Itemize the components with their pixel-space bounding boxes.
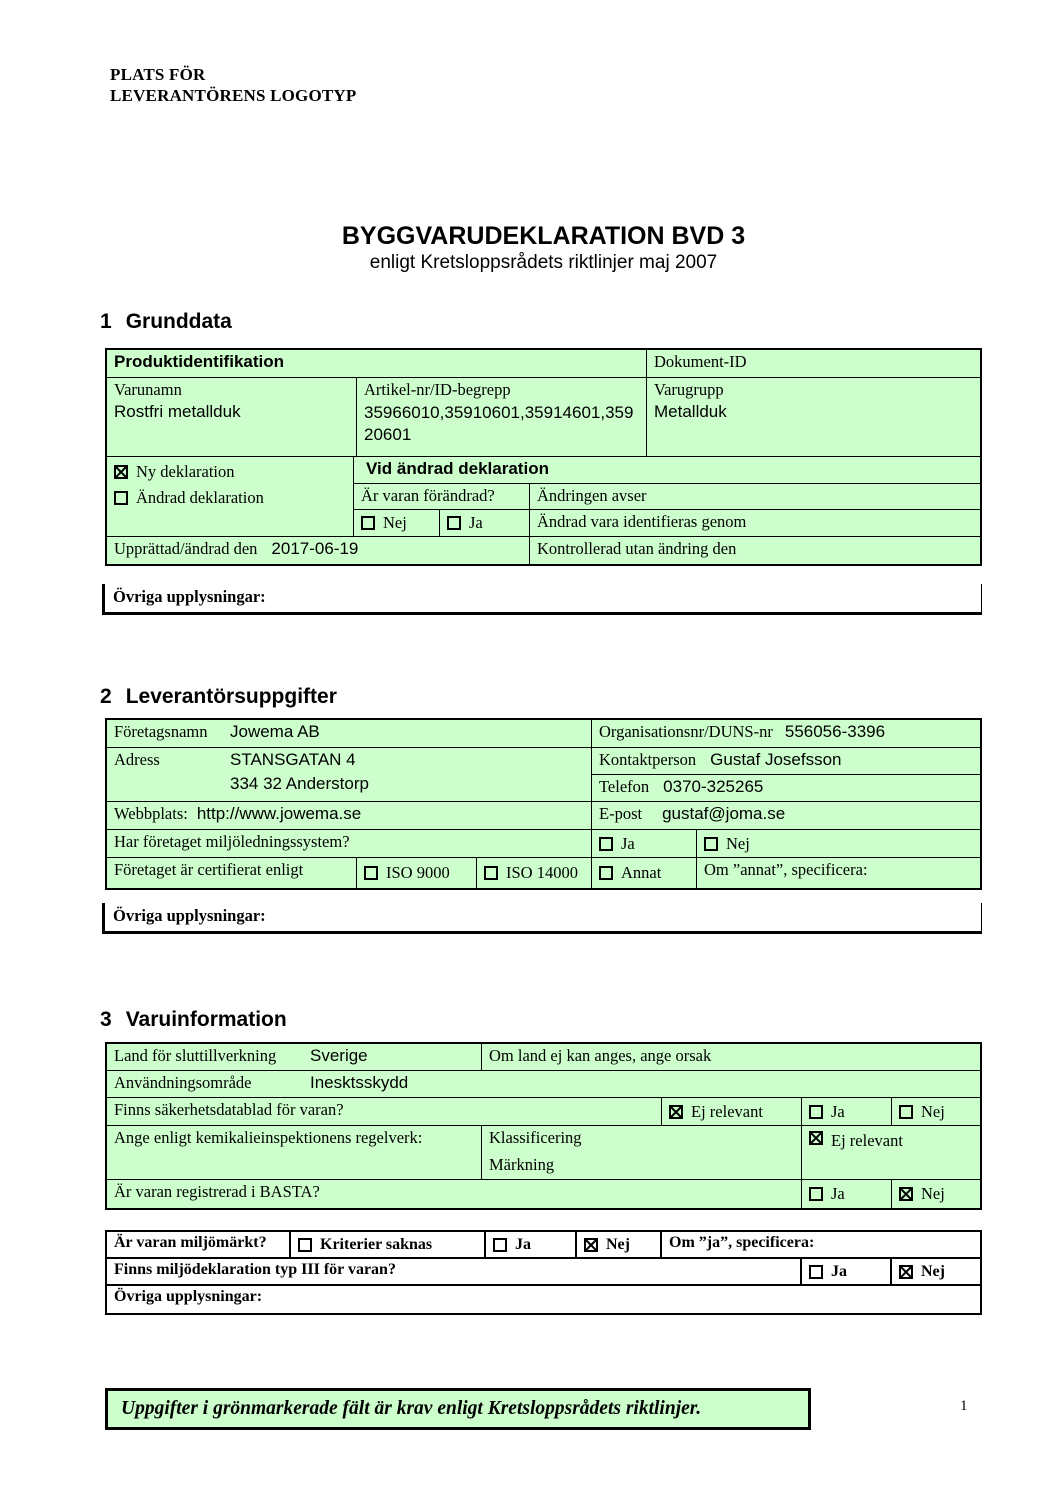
table-row — [107, 457, 980, 537]
om-annat-label: Om ”annat”, specificera: — [704, 860, 868, 879]
miljoledning-ja-checkbox[interactable] — [599, 837, 613, 851]
ny-deklaration-checkbox[interactable] — [114, 465, 128, 479]
grunddata-table — [105, 348, 982, 566]
table-row — [107, 1180, 980, 1208]
iso9000-checkbox[interactable] — [364, 866, 378, 880]
typ3-nej-checkbox[interactable] — [899, 1265, 913, 1279]
om-land-cell — [482, 1044, 980, 1070]
table-row — [354, 510, 980, 536]
vid-andrad-heading: Vid ändrad deklaration — [366, 459, 549, 478]
miljobox-ovriga-label: Övriga upplysningar: — [114, 1288, 263, 1305]
table-row — [107, 748, 980, 802]
kemikalie-label: Ange enligt kemikalieinspektionens regelverk: — [114, 1128, 423, 1147]
sdb-nej-label: Nej — [921, 1101, 945, 1121]
organisationsnr-label: Organisationsnr/DUNS-nr — [599, 722, 773, 741]
miljoledning-nej-label: Nej — [726, 833, 750, 853]
sdb-ej-relevant-checkbox[interactable] — [669, 1105, 683, 1119]
section1-heading — [100, 310, 232, 334]
annat-label: Annat — [621, 863, 662, 882]
kriterier-saknas-checkbox[interactable] — [298, 1238, 312, 1252]
sakerhetsdatablad-question-cell — [107, 1098, 662, 1125]
basta-nej-option[interactable] — [892, 1180, 980, 1208]
om-ja-label: Om ”ja”, specificera: — [669, 1234, 815, 1251]
kontrollerad-cell — [530, 537, 980, 564]
foretagsnamn-label: Företagsnamn — [114, 722, 208, 741]
miljomarkt-ja-option[interactable] — [486, 1232, 577, 1257]
kemi-ej-relevant-checkbox[interactable] — [809, 1131, 823, 1145]
table-row — [107, 1286, 980, 1313]
klassificering-label: Klassificering — [489, 1128, 582, 1147]
iso9000-label: ISO 9000 — [386, 863, 450, 882]
ny-deklaration-label: Ny deklaration — [136, 462, 235, 481]
kriterier-saknas-option[interactable] — [291, 1232, 486, 1257]
table-row — [107, 1098, 980, 1126]
miljomarkt-nej-label: Nej — [606, 1235, 630, 1253]
artikelnr-cell — [357, 378, 647, 456]
section3-number: 3 — [100, 1008, 112, 1031]
basta-nej-checkbox[interactable] — [899, 1187, 913, 1201]
om-land-label: Om land ej kan anges, ange orsak — [489, 1046, 712, 1065]
sdb-ej-relevant-option[interactable] — [662, 1098, 802, 1125]
footer-note-box — [105, 1388, 811, 1430]
kemi-ej-relevant-label: Ej relevant — [831, 1131, 903, 1150]
table-row — [107, 1044, 980, 1071]
organisationsnr-cell — [592, 720, 980, 747]
om-annat-cell — [697, 858, 980, 888]
section2-title: Leverantörsuppgifter — [125, 685, 337, 708]
typ3-ja-label: Ja — [831, 1262, 847, 1280]
section2-ovriga-label: Övriga upplysningar: — [113, 906, 266, 925]
miljobox-ovriga-cell — [107, 1286, 980, 1313]
epost-cell — [592, 802, 980, 829]
document-subtitle: enligt Kretsloppsrådets riktlinjer maj 2007 — [369, 252, 718, 273]
klassificering-markning-cell — [482, 1126, 802, 1179]
section3-heading — [100, 1008, 287, 1032]
kontrollerad-label: Kontrollerad utan ändring den — [537, 539, 737, 558]
forandrad-nej-checkbox[interactable] — [361, 516, 375, 530]
miljomarkt-ja-label: Ja — [515, 1235, 531, 1253]
page-number: 1 — [960, 1398, 968, 1414]
section1-ovriga-box — [102, 584, 982, 615]
section2-ovriga-box — [102, 903, 982, 934]
miljomarkt-question-cell — [107, 1232, 291, 1257]
varunamn-cell — [107, 378, 357, 456]
varunamn-label: Varunamn — [114, 380, 182, 399]
varuinformation-table — [105, 1042, 982, 1210]
organisationsnr-value: 556056-3396 — [784, 722, 886, 741]
document-title-block — [105, 222, 982, 275]
typ3-nej-label: Nej — [921, 1262, 945, 1280]
upprattad-label: Upprättad/ändrad den — [114, 539, 258, 558]
basta-nej-label: Nej — [921, 1184, 945, 1203]
iso14000-option[interactable] — [477, 858, 592, 888]
land-value: Sverige — [310, 1046, 368, 1065]
sdb-nej-checkbox[interactable] — [899, 1105, 913, 1119]
miljoledning-nej-option[interactable] — [697, 830, 980, 857]
certifierat-label-cell — [107, 858, 357, 888]
andrad-vara-genom-cell — [530, 510, 980, 536]
sdb-ej-relevant-label: Ej relevant — [691, 1101, 763, 1121]
telefon-cell — [592, 775, 980, 801]
kemikalie-label-cell — [107, 1126, 482, 1179]
section1-title: Grunddata — [125, 310, 232, 333]
sdb-ja-checkbox[interactable] — [809, 1105, 823, 1119]
ar-varan-forandrad-label: Är varan förändrad? — [361, 486, 495, 505]
upprattad-value: 2017-06-19 — [271, 539, 359, 558]
deklaration-type-cell — [107, 457, 354, 536]
section1-number: 1 — [100, 310, 112, 333]
foretagsnamn-value: Jowema AB — [230, 722, 320, 741]
miljomarkt-nej-option[interactable] — [577, 1232, 662, 1257]
kemi-ej-relevant-option[interactable] — [802, 1126, 980, 1179]
logo-placeholder-line1: PLATS FÖR — [110, 65, 206, 84]
basta-ja-label: Ja — [831, 1184, 845, 1203]
typ3-question: Finns miljödeklaration typ III för varan? — [114, 1261, 396, 1278]
miljoledning-ja-option[interactable] — [592, 830, 697, 857]
annat-checkbox[interactable] — [599, 866, 613, 880]
miljomarkning-table — [105, 1230, 982, 1315]
forandrad-ja-option[interactable] — [440, 510, 530, 536]
table-row — [107, 802, 980, 830]
epost-value: gustaf@joma.se — [662, 804, 786, 823]
table-row — [107, 1259, 980, 1286]
anvandningsomrade-value: Inesktsskydd — [310, 1073, 409, 1092]
dokument-id-label: Dokument-ID — [654, 352, 747, 371]
om-ja-cell — [662, 1232, 980, 1257]
kontaktperson-value: Gustaf Josefsson — [710, 750, 842, 769]
iso9000-option[interactable] — [357, 858, 477, 888]
table-row — [107, 1126, 980, 1180]
table-row — [107, 858, 980, 888]
forandrad-nej-option[interactable] — [354, 510, 440, 536]
ar-varan-forandrad-cell — [354, 484, 530, 509]
typ3-ja-checkbox[interactable] — [809, 1265, 823, 1279]
anvandningsomrade-cell — [107, 1071, 980, 1097]
basta-question: Är varan registrerad i BASTA? — [114, 1182, 320, 1201]
miljomarkt-nej-checkbox[interactable] — [584, 1238, 598, 1252]
forandrad-ja-checkbox[interactable] — [447, 516, 461, 530]
section2-heading — [100, 685, 337, 709]
miljoledning-question: Har företaget miljöledningssystem? — [114, 832, 350, 851]
kontaktperson-cell — [592, 748, 980, 775]
table-row — [354, 484, 980, 510]
land-cell — [107, 1044, 482, 1070]
document-title: BYGGVARUDEKLARATION BVD 3 — [341, 222, 746, 250]
varugrupp-label: Varugrupp — [654, 380, 724, 399]
upprattad-cell — [107, 537, 530, 564]
basta-ja-checkbox[interactable] — [809, 1187, 823, 1201]
andrad-deklaration-label: Ändrad deklaration — [136, 488, 264, 507]
iso14000-checkbox[interactable] — [484, 866, 498, 880]
foretagsnamn-cell — [107, 720, 592, 747]
land-label: Land för sluttillverkning — [114, 1046, 277, 1065]
epost-label: E-post — [599, 804, 643, 823]
anvandningsomrade-label: Användningsområde — [114, 1073, 252, 1092]
telefon-label: Telefon — [599, 777, 650, 796]
ny-deklaration-option[interactable] — [114, 462, 346, 482]
table-row — [107, 1232, 980, 1259]
telefon-value: 0370-325265 — [663, 777, 764, 796]
andrad-vara-genom-label: Ändrad vara identifieras genom — [537, 512, 747, 531]
footer-note-text: Uppgifter i grönmarkerade fält är krav enligt Kretsloppsrådets riktlinjer. — [121, 1398, 702, 1419]
sakerhetsdatablad-question: Finns säkerhetsdatablad för varan? — [114, 1100, 344, 1119]
vid-andrad-group — [354, 457, 980, 536]
section1-ovriga-label: Övriga upplysningar: — [113, 587, 266, 606]
webbplats-cell — [107, 802, 592, 829]
andrad-deklaration-option[interactable] — [114, 488, 346, 508]
sdb-nej-option[interactable] — [892, 1098, 980, 1125]
certifierat-label: Företaget är certifierat enligt — [114, 860, 304, 879]
miljoledning-ja-label: Ja — [621, 833, 635, 853]
basta-question-cell — [107, 1180, 802, 1208]
sdb-ja-label: Ja — [831, 1101, 845, 1121]
kriterier-saknas-label: Kriterier saknas — [320, 1235, 433, 1253]
miljomarkt-ja-checkbox[interactable] — [493, 1238, 507, 1252]
forandrad-nej-label: Nej — [383, 513, 407, 532]
webbplats-label: Webbplats: — [114, 804, 188, 823]
markning-label: Märkning — [489, 1155, 555, 1174]
logo-placeholder — [110, 64, 357, 106]
miljoledning-nej-checkbox[interactable] — [704, 837, 718, 851]
forandrad-ja-label: Ja — [469, 513, 483, 532]
miljoledning-question-cell — [107, 830, 592, 857]
sdb-ja-option[interactable] — [802, 1098, 892, 1125]
table-row — [107, 378, 980, 457]
leverantorsuppgifter-table — [105, 718, 982, 890]
adress-label: Adress — [114, 750, 160, 769]
table-row — [107, 1071, 980, 1098]
iso14000-label: ISO 14000 — [506, 863, 578, 882]
basta-ja-option[interactable] — [802, 1180, 892, 1208]
table-row — [107, 537, 980, 564]
andringen-avser-cell — [530, 484, 980, 509]
adress-value-line2: 334 32 Anderstorp — [230, 774, 369, 793]
andringen-avser-label: Ändringen avser — [537, 486, 647, 505]
varugrupp-cell — [647, 378, 980, 456]
produktidentifikation-label: Produktidentifikation — [114, 352, 284, 371]
vid-andrad-heading-cell — [354, 457, 980, 484]
artikelnr-value: 35966010,35910601,35914601,35920601 — [364, 403, 634, 444]
typ3-ja-option[interactable] — [802, 1259, 892, 1284]
section2-number: 2 — [100, 685, 112, 708]
section3-title: Varuinformation — [125, 1008, 287, 1031]
miljomarkt-question: Är varan miljömärkt? — [114, 1234, 267, 1251]
table-row — [107, 350, 980, 378]
typ3-question-cell — [107, 1259, 802, 1284]
artikelnr-label: Artikel-nr/ID-begrepp — [364, 380, 511, 399]
logo-placeholder-line2: LEVERANTÖRENS LOGOTYP — [110, 86, 357, 105]
adress-value-line1: STANSGATAN 4 — [230, 750, 356, 769]
adress-cell — [107, 748, 592, 801]
table-row — [107, 720, 980, 748]
table-row — [107, 830, 980, 858]
typ3-nej-option[interactable] — [892, 1259, 980, 1284]
produktidentifikation-header — [107, 350, 647, 377]
webbplats-value: http://www.jowema.se — [196, 804, 362, 823]
annat-option[interactable] — [592, 858, 697, 888]
kontakt-telefon-group — [592, 748, 980, 801]
dokument-id-header — [647, 350, 980, 377]
varunamn-value: Rostfri metallduk — [114, 402, 241, 421]
kontaktperson-label: Kontaktperson — [599, 750, 697, 769]
andrad-deklaration-checkbox[interactable] — [114, 491, 128, 505]
varugrupp-value: Metallduk — [654, 402, 727, 421]
